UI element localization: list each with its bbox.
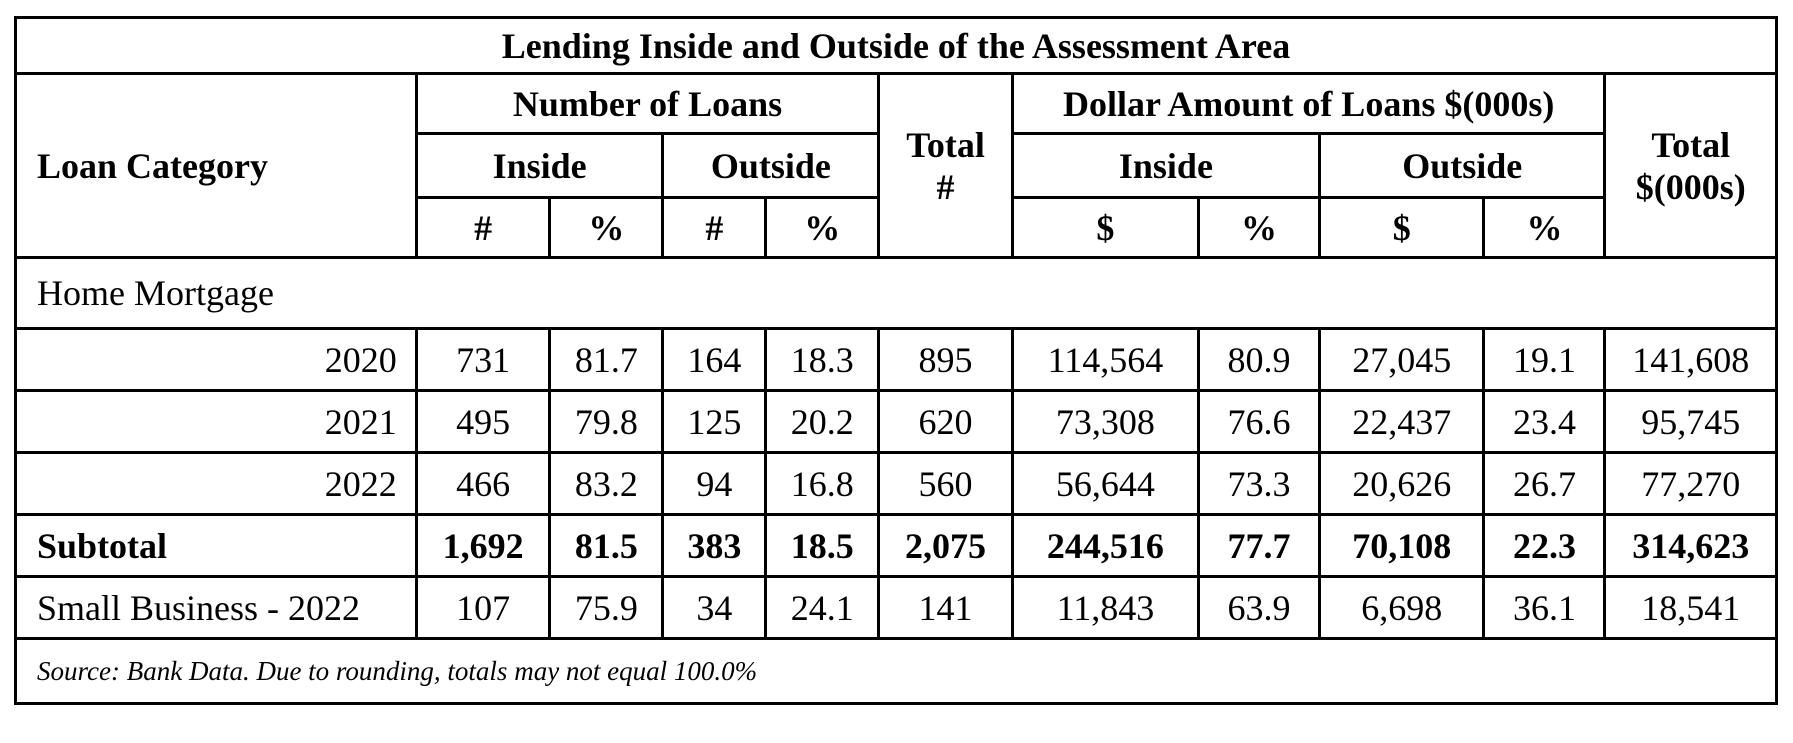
cell-out-num: 164 bbox=[663, 329, 766, 391]
header-out-dollar-percent: % bbox=[1484, 198, 1605, 258]
header-out-percent: % bbox=[766, 198, 879, 258]
table-row bbox=[16, 391, 1777, 453]
cell-in-dol-pct: 73.3 bbox=[1198, 453, 1319, 515]
table-title: Lending Inside and Outside of the Assessment Area bbox=[16, 18, 1777, 74]
cell-out-pct: 18.3 bbox=[766, 329, 879, 391]
header-dol-inside: Inside bbox=[1012, 134, 1319, 198]
header-total-dollar-unit: $(000s) bbox=[1635, 166, 1746, 207]
header-dollar-amount: Dollar Amount of Loans $(000s) bbox=[1012, 74, 1605, 134]
row-label: 2020 bbox=[16, 329, 417, 391]
cell-out-pct: 20.2 bbox=[766, 391, 879, 453]
cell-in-dol: 11,843 bbox=[1012, 577, 1198, 639]
source-note: Source: Bank Data. Due to rounding, totals may not equal 100.0% bbox=[16, 639, 1777, 704]
header-loan-category: Loan Category bbox=[16, 74, 417, 258]
cell-in-pct: 81.7 bbox=[550, 329, 663, 391]
header-in-dollar: $ bbox=[1012, 198, 1198, 258]
cell-out-dol: 27,045 bbox=[1320, 329, 1484, 391]
cell-in-dol-pct: 76.6 bbox=[1198, 391, 1319, 453]
row-label: 2021 bbox=[16, 391, 417, 453]
cell-out-num: 94 bbox=[663, 453, 766, 515]
header-in-count: # bbox=[416, 198, 550, 258]
row-label: 2022 bbox=[16, 453, 417, 515]
cell-out-dol-pct: 36.1 bbox=[1484, 577, 1605, 639]
cell-out-dol: 6,698 bbox=[1320, 577, 1484, 639]
header-total-count-label: Total bbox=[906, 124, 985, 165]
cell-total-num: 620 bbox=[879, 391, 1013, 453]
table-row bbox=[16, 453, 1777, 515]
header-num-outside: Outside bbox=[663, 134, 879, 198]
cell-total-dol: 18,541 bbox=[1605, 577, 1777, 639]
header-in-dollar-percent: % bbox=[1198, 198, 1319, 258]
row-label: Small Business - 2022 bbox=[16, 577, 417, 639]
cell-total-num: 141 bbox=[879, 577, 1013, 639]
cell-out-dol-pct: 23.4 bbox=[1484, 391, 1605, 453]
cell-out-pct: 24.1 bbox=[766, 577, 879, 639]
cell-in-dol-pct: 63.9 bbox=[1198, 577, 1319, 639]
cell-total-dol: 77,270 bbox=[1605, 453, 1777, 515]
cell-total-num: 560 bbox=[879, 453, 1013, 515]
cell-in-dol: 244,516 bbox=[1012, 515, 1198, 577]
cell-in-pct: 79.8 bbox=[550, 391, 663, 453]
header-in-percent: % bbox=[550, 198, 663, 258]
cell-in-num: 466 bbox=[416, 453, 550, 515]
header-total-dollar bbox=[1605, 74, 1777, 258]
cell-in-dol-pct: 80.9 bbox=[1198, 329, 1319, 391]
cell-in-pct: 75.9 bbox=[550, 577, 663, 639]
header-out-count: # bbox=[663, 198, 766, 258]
table-row bbox=[16, 329, 1777, 391]
cell-total-num: 2,075 bbox=[879, 515, 1013, 577]
header-total-count-unit: # bbox=[936, 166, 955, 207]
cell-in-num: 1,692 bbox=[416, 515, 550, 577]
header-num-inside: Inside bbox=[416, 134, 663, 198]
cell-in-dol: 114,564 bbox=[1012, 329, 1198, 391]
cell-in-num: 731 bbox=[416, 329, 550, 391]
header-number-of-loans: Number of Loans bbox=[416, 74, 878, 134]
cell-out-dol: 22,437 bbox=[1320, 391, 1484, 453]
subtotal-row bbox=[16, 515, 1777, 577]
row-label: Subtotal bbox=[16, 515, 417, 577]
cell-total-dol: 141,608 bbox=[1605, 329, 1777, 391]
cell-out-num: 34 bbox=[663, 577, 766, 639]
cell-out-num: 383 bbox=[663, 515, 766, 577]
cell-out-pct: 18.5 bbox=[766, 515, 879, 577]
header-out-dollar: $ bbox=[1320, 198, 1484, 258]
cell-out-num: 125 bbox=[663, 391, 766, 453]
cell-out-dol-pct: 22.3 bbox=[1484, 515, 1605, 577]
cell-in-pct: 83.2 bbox=[550, 453, 663, 515]
cell-out-dol-pct: 26.7 bbox=[1484, 453, 1605, 515]
cell-in-dol: 56,644 bbox=[1012, 453, 1198, 515]
cell-out-pct: 16.8 bbox=[766, 453, 879, 515]
cell-in-dol-pct: 77.7 bbox=[1198, 515, 1319, 577]
small-business-row bbox=[16, 577, 1777, 639]
section-home-mortgage: Home Mortgage bbox=[16, 258, 1777, 329]
table-container bbox=[14, 16, 1778, 705]
cell-out-dol-pct: 19.1 bbox=[1484, 329, 1605, 391]
lending-table bbox=[14, 16, 1778, 705]
cell-out-dol: 70,108 bbox=[1320, 515, 1484, 577]
header-total-dollar-label: Total bbox=[1651, 124, 1731, 165]
cell-total-num: 895 bbox=[879, 329, 1013, 391]
cell-in-num: 107 bbox=[416, 577, 550, 639]
cell-in-num: 495 bbox=[416, 391, 550, 453]
cell-total-dol: 95,745 bbox=[1605, 391, 1777, 453]
header-total-count bbox=[879, 74, 1013, 258]
cell-in-pct: 81.5 bbox=[550, 515, 663, 577]
header-dol-outside: Outside bbox=[1320, 134, 1605, 198]
cell-in-dol: 73,308 bbox=[1012, 391, 1198, 453]
cell-total-dol: 314,623 bbox=[1605, 515, 1777, 577]
cell-out-dol: 20,626 bbox=[1320, 453, 1484, 515]
